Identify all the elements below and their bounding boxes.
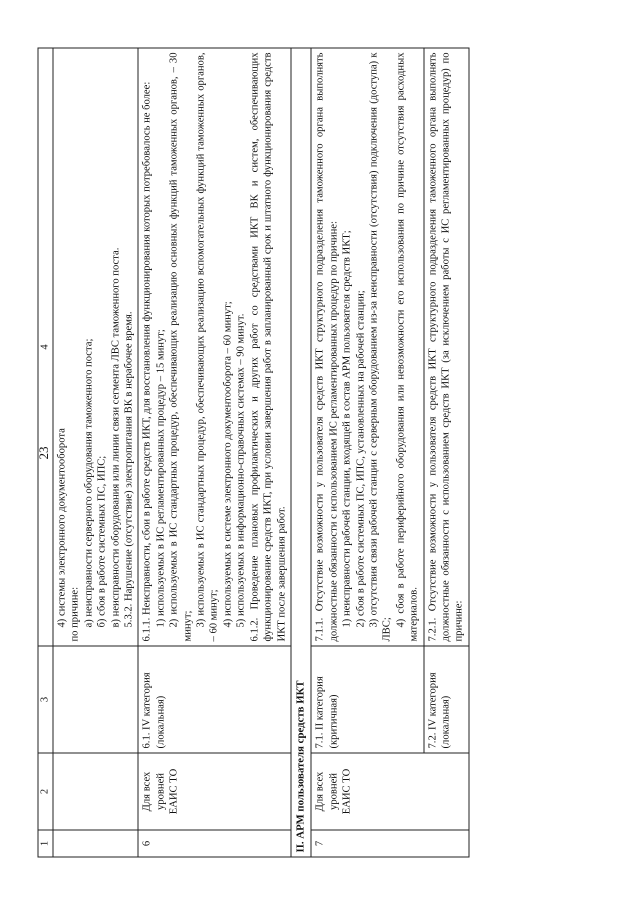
- continuation-description: [53, 48, 138, 646]
- description-line: 1) используемых в ИС регламентированных процедур – 15 минут;: [155, 329, 167, 628]
- description-line: а) неисправности серверного оборудования таможенного поста;: [83, 338, 95, 628]
- description-line: 7.1.1. Отсутствие возможности у пользователя средств ИКТ структурного подразделения таможенного органа выполнять должностные обязанности с использованием ИС регламентированных процедур по причине:: [314, 52, 340, 642]
- description-line: по причине:: [69, 586, 81, 642]
- row-category: 6.1. IV категория (локальная): [138, 646, 290, 753]
- table-header-row: [38, 48, 53, 857]
- table-row-continuation: [53, 48, 138, 857]
- description-line: 1) неисправности рабочей станции, входящей в состав АРМ пользователя средств ИКТ;: [341, 230, 353, 628]
- cell-empty: [53, 646, 138, 753]
- row-number: 6: [138, 830, 290, 857]
- row-number: 7: [311, 830, 468, 857]
- description-line: 6.1.2. Проведение плановых профилактических и других работ со средствами ИКТ ВК и систем, обеспечивающих функционирование средств ИКТ, при условии завершения работ в запланированный срок и штатного функционирования средств ИКТ после завершения работ.: [249, 52, 287, 642]
- row-description: [138, 48, 290, 646]
- description-line: 5.3.2. Нарушение (отсутствие) электропитания ВК в нерабочее время.: [123, 311, 135, 628]
- description-line: б) сбоя в работе системных ПС, ИПС;: [96, 455, 108, 628]
- cell-empty: [53, 753, 138, 830]
- rotated-page-content: [38, 48, 603, 858]
- description-line: 3) используемых в ИС стандартных процедур, обеспечивающих реализацию вспомогательных функций таможенных органов, – 60 минут;: [195, 52, 220, 642]
- page-number: 23: [36, 446, 51, 460]
- description-line: 3) отсутствия связи рабочей станции с серверным оборудованием из-за неисправности (отсутствия) подключения (доступа) к ЛВС;: [368, 52, 393, 642]
- description-line: в) неисправности оборудования или линии связи сегмента ЛВС таможенного поста.: [110, 247, 122, 628]
- row-levels: Для всех уровней ЕАИС ТО: [311, 753, 468, 830]
- description-line: 5) используемых в информационно-справочных системах – 90 минут.: [235, 313, 247, 628]
- description-line: 2) сбоя в работе системных ПС, ИПС, установленных на рабочей станции;: [355, 290, 367, 628]
- row-category: 7.2. IV категория (локальная): [424, 646, 469, 753]
- section-title: II. АРМ пользователя средств ИКТ: [291, 48, 311, 857]
- row-levels: Для всех уровней ЕАИС ТО: [138, 753, 290, 830]
- header-col-1: 1: [38, 830, 53, 857]
- row-description: [424, 48, 469, 646]
- row-description: [311, 48, 423, 646]
- description-line: 2) используемых в ИС стандартных процедур, обеспечивающих реализацию основных функций таможенных органов, – 30 минут;: [168, 52, 194, 642]
- header-col-4: 4: [38, 48, 53, 646]
- description-line: 4) используемых в системе электронного документооборота – 60 минут;: [222, 301, 234, 628]
- table-row-6: [138, 48, 290, 857]
- description-line: 4) системы электронного документооборота: [56, 428, 68, 628]
- cell-empty: [53, 830, 138, 857]
- section-heading-row: [291, 48, 311, 857]
- header-col-2: 2: [38, 753, 53, 830]
- description-line: 7.2.1. Отсутствие возможности у пользователя средств ИКТ структурного подразделения таможенного органа выполнять должностные обязанности с использованием средств ИКТ (за исключением работы с ИС регламентированных процедур) по причине:: [427, 52, 465, 642]
- incident-category-table: [38, 48, 470, 858]
- header-col-3: 3: [38, 646, 53, 753]
- description-line: 6.1.1. Неисправности, сбои в работе средств ИКТ, для восстановления функционирования которых потребовалось не более:: [141, 81, 153, 642]
- table-row-7-2: [424, 48, 469, 857]
- row-category: 7.1. II категория (критичная): [311, 646, 423, 753]
- description-line: 4) сбоя в работе периферийного оборудования или невозможности его использования по причине отсутствия расходных материалов.: [395, 52, 420, 642]
- table-row-7: [311, 48, 423, 857]
